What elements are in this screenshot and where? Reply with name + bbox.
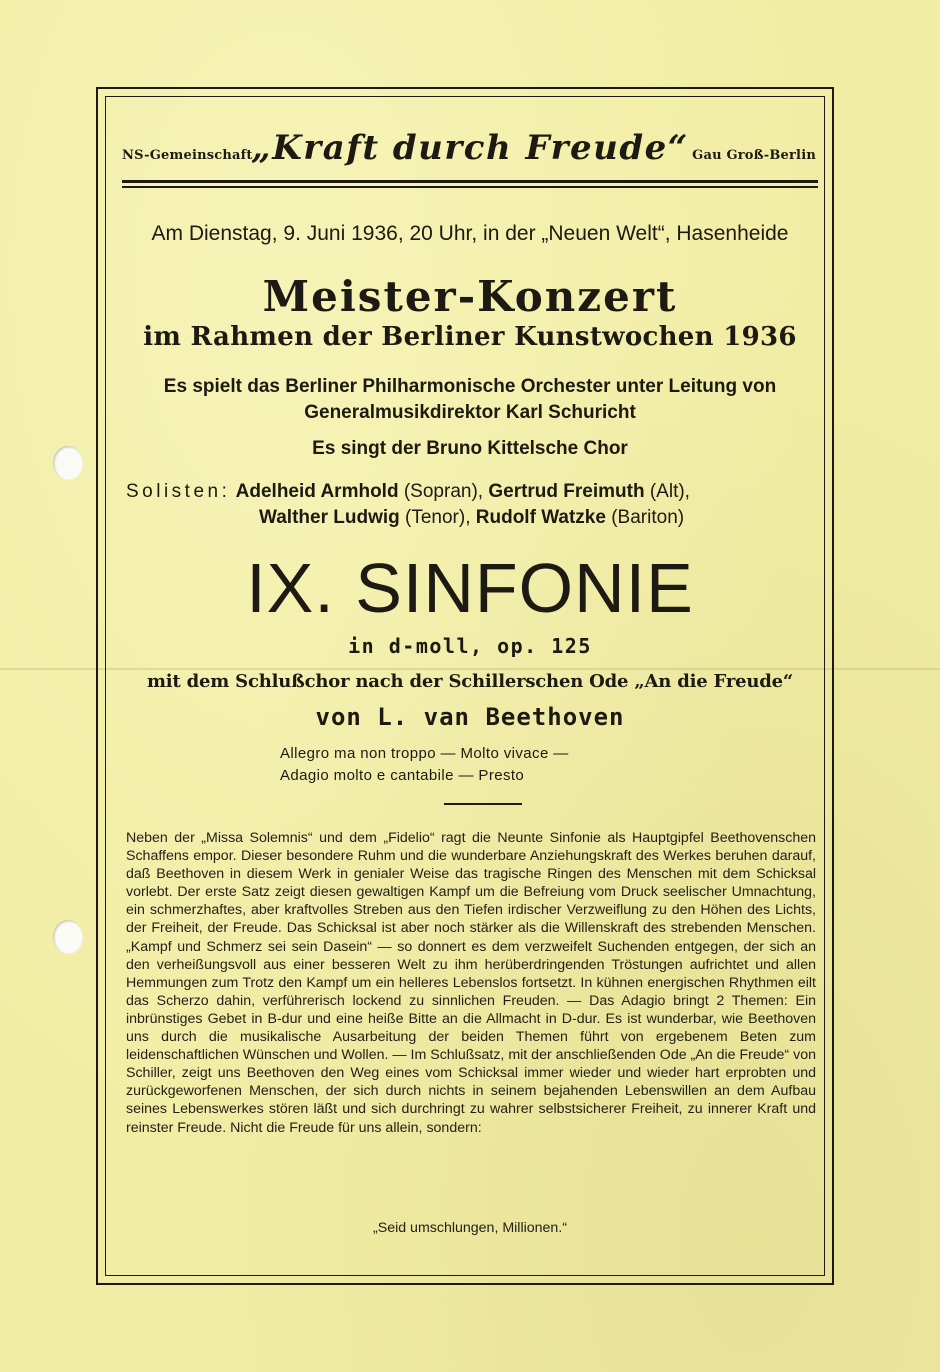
- soloist-voice: (Bariton): [611, 507, 685, 528]
- choir-line: Es singt der Bruno Kittelsche Chor: [312, 438, 628, 459]
- soloist-voice: (Sopran),: [403, 481, 484, 502]
- composer: von L. van Beethoven: [315, 703, 625, 731]
- movements-line-1: Allegro ma non troppo — Molto vivace —: [280, 745, 569, 762]
- soloist-voice: (Tenor),: [405, 507, 471, 528]
- event-dateline: Am Dienstag, 9. Juni 1936, 20 Uhr, in der „Neuen Welt“, Hasenheide: [151, 222, 789, 245]
- punch-hole-top: [53, 446, 83, 480]
- work-key: in d-moll, op. 125: [348, 634, 592, 658]
- punch-hole-bottom: [53, 920, 83, 954]
- soloists-line-1: [126, 481, 690, 503]
- soloists-label: Solisten:: [126, 481, 231, 502]
- movements-line-2: Adagio molto e cantabile — Presto: [280, 767, 525, 784]
- soloist-name: Rudolf Watzke: [475, 507, 606, 528]
- soloists-line-2: [259, 507, 684, 529]
- soloist-name: Gertrud Freimuth: [488, 481, 645, 502]
- organization-title: „Kraft durch Freude“: [251, 128, 689, 168]
- orchestra-line-2: Generalmusikdirektor Karl Schuricht: [304, 402, 636, 423]
- header: [120, 128, 820, 180]
- orchestra-line-1: Es spielt das Berliner Philharmonische Orchester unter Leitung von: [163, 376, 777, 397]
- region-label: Gau Groß-Berlin: [692, 148, 816, 163]
- header-rule-thick: [122, 180, 818, 183]
- concert-title: Meister-Konzert: [262, 272, 678, 321]
- closing-quote: „Seid umschlungen, Millionen.“: [373, 1220, 567, 1236]
- section-divider: [444, 803, 522, 805]
- program-notes-paragraph: Neben der „Missa Solemnis“ und dem „Fidelio“ ragt die Neunte Sinfonie als Hauptgipfel Beethovenschen Schaffens empor. Dieser besondere Ruhm und die wunderbare Anziehungskraft des Werkes beruhen darauf, daß Beethoven in diesem Werk in genialer Weise das tragische Ringen des Menschen mit dem Schicksal vorlebt. Der erste Satz zeigt diesen gewaltigen Kampf um die Befreiung vom Druck seelischer Umnachtung, ein schmerzhaftes, aber kraftvolles Streben aus den Tiefen irdischer Verzweiflung zu den Höhen des Lichts, der Freiheit, der Freude. Das Schicksal ist aber noch stärker als die Willenskraft des strebenden Menschen. „Kampf und Schmerz sei sein Dasein“ — so donnert es dem verzweifelt Suchenden entgegen, der sich an den verheißungsvoll aus einer besseren Welt zu ihm herüberdringenden Tröstungen aufrichtet und allen Hemmungen zum Trotz den Kampf um ein helleres Lebenslos fortsetzt. In kühnen energischen Rhythmen eilt das Scherzo dahin, verführerisch lockend zu sinnlichen Freuden. — Das Adagio bringt 2 Themen: Ein inbrünstiges Gebet in B-dur und eine heiße Bitte an die Allmacht in D-dur. Es ist wunderbar, wie Beethoven uns durch die musikalische Ausarbeitung der beiden Themen führt von ergebenem Beten zum leidenschaftlichen Wünschen und Wollen. — Im Schlußsatz, mit der anschließenden Ode „An die Freude“ von Schiller, zeigt uns Beethoven den Weg eines vom Schicksal immer wieder und wieder hart erprobten und zurückgeworfenen Menschen, der sich durch nichts in seinem bejahenden Lebenswillen an dem Aufbau seines Lebenswerkes stören läßt und sich durchringt zu wahrer selbstsicherer Freiheit, zu innerer Kraft und reinster Freude. Nicht die Freude für uns allein, sondern:: [126, 830, 816, 1136]
- soloist-voice: (Alt),: [649, 481, 690, 502]
- program-notes: [126, 829, 816, 1137]
- organization-label: NS-Gemeinschaft: [122, 148, 253, 163]
- header-rule-thin: [122, 186, 818, 188]
- work-title: IX. SINFONIE: [246, 549, 694, 627]
- soloist-name: Walther Ludwig: [259, 507, 400, 528]
- work-finale-note: mit dem Schlußchor nach der Schillerschen Ode „An die Freude“: [146, 671, 794, 692]
- soloist-name: Adelheid Armhold: [235, 481, 399, 502]
- concert-subtitle: im Rahmen der Berliner Kunstwochen 1936: [143, 322, 797, 352]
